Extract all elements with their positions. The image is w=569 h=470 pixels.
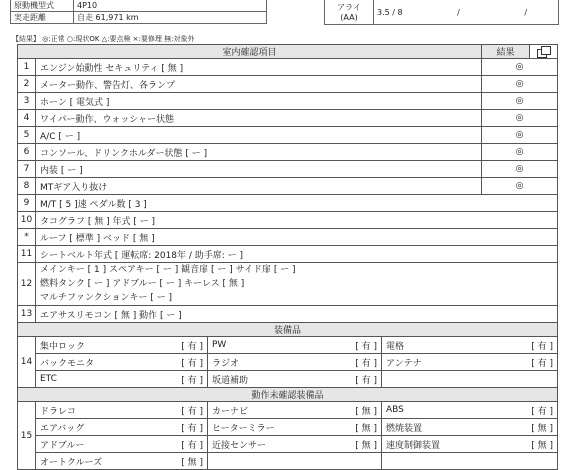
table-row (18, 127, 558, 144)
equip-cell (208, 402, 382, 419)
row-text: エアサスリモコン [ 無 ] 動作 [ ー ] (36, 306, 558, 323)
table-row (18, 195, 558, 212)
keys-line-2: 燃料タンク [ ー ] アドブルー [ ー ] キーレス [ 無 ] (40, 279, 245, 289)
row-text: メーター動作、警告灯、各ランプ (36, 76, 482, 93)
table-row (18, 371, 558, 388)
row-number: 13 (18, 306, 36, 323)
table-row (18, 354, 558, 371)
equip-name: PW (212, 340, 227, 350)
interior-header: 室内確認項目 (18, 45, 482, 59)
pad-label-line2: (AA) (340, 13, 358, 22)
equip-value: [ 有 ] (355, 341, 377, 352)
equip-value: [ 無 ] (181, 457, 203, 468)
equip-value: [ 有 ] (531, 358, 554, 369)
pad-label-line1: アライ (337, 3, 361, 12)
row-number: 10 (18, 212, 36, 229)
row-number: 2 (18, 76, 36, 93)
equip-name: 速度制御装置 (386, 440, 441, 451)
equip-name: 電格 (386, 341, 405, 352)
row-text: 内装 [ ー ] (36, 161, 482, 178)
equip-name: 燃焼装置 (386, 423, 423, 434)
equip-value: [ 有 ] (181, 341, 203, 352)
equip-name: オートクルーズ (40, 457, 103, 468)
mileage-label: 実走距離 (11, 12, 74, 24)
equip-cell-empty (208, 453, 382, 470)
row-result: ◎ (482, 93, 558, 110)
equip-cell-empty (382, 371, 558, 388)
vehicle-info-header (10, 0, 559, 24)
equip-name: ABS (386, 405, 404, 415)
table-row (18, 436, 558, 453)
equip-name: ドラレコ (40, 406, 77, 417)
equip-name: 坂道補助 (212, 375, 249, 386)
row-text: タコグラフ [ 無 ] 年式 [ ー ] (36, 212, 558, 229)
table-row (18, 453, 558, 470)
table-row (18, 212, 558, 229)
table-row (18, 419, 558, 436)
equip-value: [ 無 ] (355, 440, 377, 451)
equip-cell (36, 436, 208, 453)
row-number: 11 (18, 246, 36, 263)
equip-value: [ 有 ] (181, 358, 203, 369)
equip-name: ラジオ (212, 358, 240, 369)
equip-cell (382, 436, 558, 453)
pad-label (325, 0, 374, 25)
row-number: 1 (18, 59, 36, 76)
equip-cell (208, 436, 382, 453)
equip-value: [ 有 ] (181, 423, 203, 434)
row-result: ◎ (482, 161, 558, 178)
pad-slash-2: / (524, 7, 528, 17)
row-text: A/C [ ー ] (36, 127, 482, 144)
equip-cell (36, 453, 208, 470)
interior-header-row (18, 45, 558, 59)
equip-cell (382, 419, 558, 436)
keys-line-3: マルチファンクションキー [ ー ] (40, 293, 173, 303)
equip-cell (208, 371, 382, 388)
equip-name: カーナビ (212, 406, 249, 417)
equip-cell (208, 419, 382, 436)
keys-cell (36, 263, 558, 306)
row-text: シートベルト年式 [ 運転席: 2018年 / 助手席: ー ] (36, 246, 558, 263)
row-number: 3 (18, 93, 36, 110)
mileage-value: 自走 61,971 km (74, 12, 267, 24)
row-text: ワイパー動作、ウォッシャー状態 (36, 110, 482, 127)
equip-name: アンテナ (386, 358, 422, 369)
equip-value: [ 有 ] (181, 375, 203, 386)
equip-cell (36, 419, 208, 436)
equip-name: アドブルー (40, 440, 85, 451)
equip-name: 近接センサー (212, 440, 267, 451)
equip-value: [ 有 ] (531, 406, 554, 417)
model-label: 原動機型式 (11, 0, 74, 12)
equip-name: ETC (40, 374, 57, 384)
equip-cell (208, 354, 382, 371)
equip-value: [ 有 ] (531, 341, 554, 352)
row-text: コンソール、ドリンクホルダー状態 [ ー ] (36, 144, 482, 161)
table-row (18, 144, 558, 161)
table-row (18, 161, 558, 178)
row-number: 8 (18, 178, 36, 195)
equipment-header: 装備品 (18, 323, 558, 337)
equip-value: [ 無 ] (355, 423, 377, 434)
equip-cell-empty (382, 453, 558, 470)
table-row (18, 306, 558, 323)
row-number: 4 (18, 110, 36, 127)
equip-cell (382, 337, 558, 354)
table-row (18, 59, 558, 76)
pad-value (374, 0, 559, 25)
pad-measure: 3.5 / 8 (377, 7, 403, 17)
row-text: MTギア入り抜け (36, 178, 482, 195)
table-row (18, 337, 558, 354)
row-text: ホーン [ 電気式 ] (36, 93, 482, 110)
row-result: ◎ (482, 127, 558, 144)
equip-cell (36, 402, 208, 419)
equip-value: [ 有 ] (181, 440, 203, 451)
row-result: ◎ (482, 59, 558, 76)
row-result: ◎ (482, 110, 558, 127)
row-number: 12 (18, 263, 36, 306)
equip-value: [ 無 ] (531, 423, 554, 434)
row-number: 7 (18, 161, 36, 178)
pad-slash-1: / (457, 7, 460, 17)
keys-line-1: メインキー [ 1 ] スペアキー [ ー ] 観音扉 [ ー ] サイド扉 [ ー ] (40, 265, 296, 275)
equip-cell (36, 371, 208, 388)
equip-name: ヒーターミラー (212, 423, 275, 434)
equip-cell (36, 354, 208, 371)
table-row (18, 178, 558, 195)
row-number: 14 (18, 337, 36, 388)
result-legend: 【結果】 ◎:正常 ○:現状OK △:要点検 ×:要修理 無:対象外 (12, 35, 195, 43)
row-text: ルーフ [ 標準 ] ベッド [ 無 ] (36, 229, 558, 246)
row-number: 6 (18, 144, 36, 161)
table-row (18, 110, 558, 127)
row-number: * (18, 229, 36, 246)
row-number: 9 (18, 195, 36, 212)
row-text: M/T [ 5 ]速 ペダル数 [ 3 ] (36, 195, 558, 212)
equip-cell (208, 337, 382, 354)
row-number: 5 (18, 127, 36, 144)
equip-value: [ 有 ] (355, 358, 377, 369)
equip-value: [ 無 ] (355, 406, 377, 417)
model-value: 4P10 (74, 0, 267, 12)
equip-name: 集中ロック (40, 341, 85, 352)
unchecked-header-row (18, 388, 558, 402)
result-header: 結果 (482, 45, 530, 59)
unchecked-header: 動作未確認装備品 (18, 388, 558, 402)
equip-cell (382, 354, 558, 371)
equip-cell (382, 402, 558, 419)
row-result: ◎ (482, 178, 558, 195)
equip-cell (36, 337, 208, 354)
row-result: ◎ (482, 76, 558, 93)
inspection-table (17, 44, 558, 470)
equip-value: [ 有 ] (181, 406, 203, 417)
equip-name: エアバッグ (40, 423, 85, 434)
table-row (18, 402, 558, 419)
equip-value: [ 有 ] (355, 375, 377, 386)
equip-value: [ 無 ] (531, 440, 554, 451)
table-row (18, 263, 558, 306)
equipment-header-row (18, 323, 558, 337)
table-row (18, 229, 558, 246)
table-row (18, 246, 558, 263)
row-text: エンジン始動性 セキュリティ [ 無 ] (36, 59, 482, 76)
row-result: ◎ (482, 144, 558, 161)
row-number: 15 (18, 402, 36, 470)
equip-name: バックモニタ (40, 358, 95, 369)
table-row (18, 93, 558, 110)
table-row (18, 76, 558, 93)
copy-icon[interactable] (530, 45, 558, 59)
